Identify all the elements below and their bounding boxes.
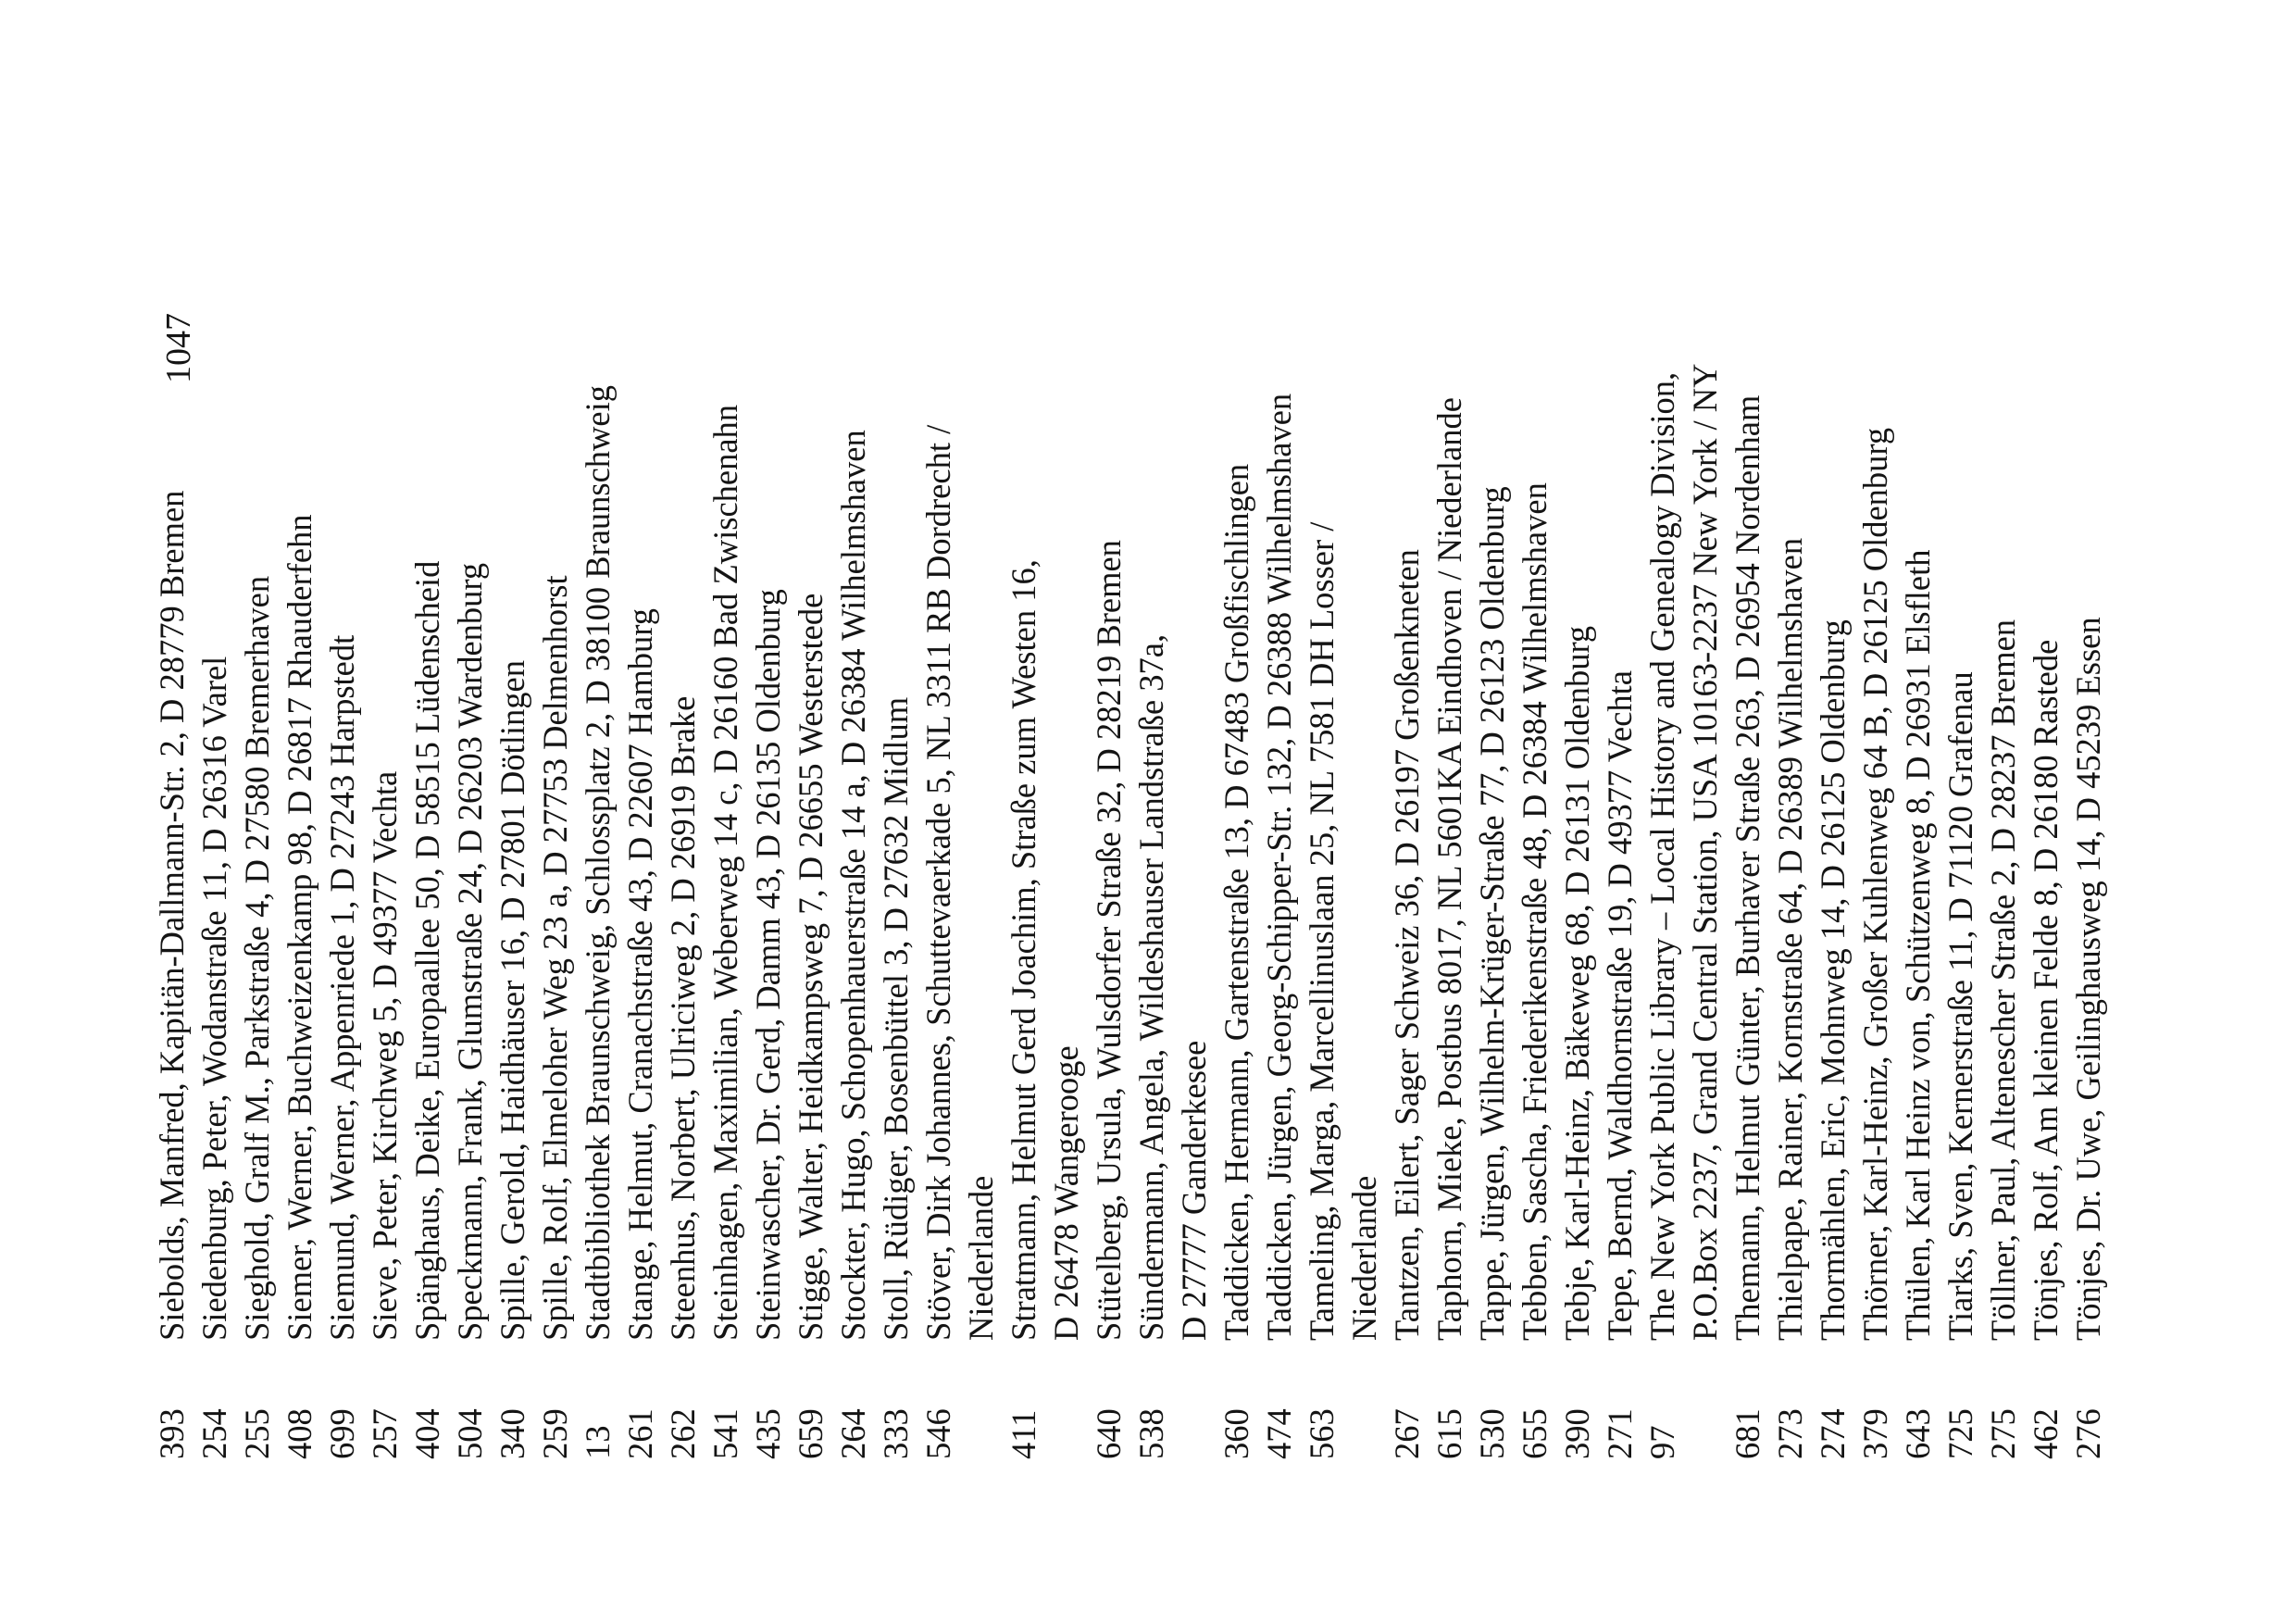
member-address: Sündermann, Angela, Wildeshauser Landstraße 37a,	[1132, 633, 1170, 1341]
member-number: 254	[195, 1408, 233, 1459]
member-number: 563	[1303, 1408, 1341, 1459]
member-address: Thörner, Karl-Heinz, Großer Kuhlenweg 64 B, D 26125 Oldenburg	[1856, 427, 1894, 1341]
member-address: Spänghaus, Deike, Europaallee 50, D 58515 Lüdenscheid	[408, 560, 446, 1341]
member-number: 699	[323, 1408, 361, 1459]
list-item	[1088, 441, 1130, 1459]
member-address: Steinwascher, Dr. Gerd, Damm 43, D 26135 Oldenburg	[749, 589, 787, 1341]
list-item	[151, 441, 193, 1459]
member-number: 257	[366, 1408, 404, 1459]
member-address: Speckmann, Frank, Glumstraße 24, D 26203 Wardenburg	[451, 562, 489, 1341]
member-number: 360	[1217, 1408, 1255, 1459]
member-number: 404	[408, 1408, 446, 1459]
member-address: Stadtbibliothek Braunschweig, Schlossplatz 2, D 38100 Braunschweig	[579, 385, 617, 1341]
member-number: 643	[1899, 1408, 1937, 1459]
member-number: 546	[919, 1408, 957, 1459]
list-item	[406, 441, 449, 1459]
member-address: Taddicken, Jürgen, Georg-Schipper-Str. 132, D 26388 Wilhelmshaven	[1260, 393, 1298, 1341]
member-number: 530	[1473, 1408, 1511, 1459]
member-address: Steinhagen, Maximilian, Weberweg 14 c, D 26160 Bad Zwischenahn	[706, 404, 744, 1341]
list-item	[1003, 441, 1045, 1459]
list-item	[875, 441, 917, 1459]
member-address: Themann, Helmut Günter, Burhaver Straße 263, D 26954 Nordenham	[1728, 394, 1766, 1341]
list-item	[1301, 441, 1343, 1459]
list-item	[1514, 441, 1556, 1459]
member-number: 411	[1004, 1409, 1042, 1459]
member-number: 462	[2027, 1408, 2065, 1459]
list-item	[790, 441, 832, 1459]
list-item	[1216, 441, 1258, 1459]
member-address: Tönjes, Dr. Uwe, Geilinghausweg 14, D 45239 Essen	[2069, 617, 2107, 1341]
member-address: Thormählen, Eric, Mohnweg 14, D 26125 Oldenburg	[1814, 619, 1852, 1341]
list-item	[1471, 441, 1514, 1459]
member-number: 264	[834, 1408, 872, 1459]
list-item	[1045, 441, 1088, 1459]
list-item	[193, 441, 236, 1459]
member-number: 725	[1941, 1408, 1979, 1459]
member-number: 262	[664, 1408, 702, 1459]
member-number: 97	[1643, 1425, 1681, 1459]
list-item	[917, 424, 960, 1459]
member-number: 504	[451, 1408, 489, 1459]
list-item	[1429, 397, 1471, 1459]
member-address: Steenhus, Norbert, Ulriciweg 2, D 26919 Brake	[664, 695, 702, 1341]
member-address: Stratmann, Helmut Gerd Joachim, Straße zum Westen 16,	[1004, 559, 1042, 1341]
member-number: 271	[1601, 1408, 1639, 1459]
member-number: 655	[1516, 1408, 1554, 1459]
list-item	[1769, 441, 1812, 1459]
member-address: Tameling, Marga, Marcellinuslaan 25, NL 7581 DH Losser /	[1303, 521, 1341, 1341]
member-address: D 26478 Wangerooge	[1047, 1045, 1085, 1341]
member-address: Thülen, Karl Heinz von, Schützenweg 8, D 26931 Elsfleth	[1899, 549, 1937, 1341]
member-address: Stigge, Walter, Heidkampsweg 7, D 26655 Westerstede	[792, 593, 830, 1341]
member-address: Sieghold, Gralf M., Parkstraße 4, D 27580 Bremerhaven	[238, 575, 276, 1341]
list-item	[492, 441, 534, 1459]
list-item	[1812, 441, 1854, 1459]
list-item	[1684, 363, 1727, 1459]
member-address: Tantzen, Eilert, Sager Schweiz 36, D 26197 Großenkneten	[1388, 549, 1426, 1341]
member-number: 379	[1856, 1408, 1894, 1459]
member-address: Tönjes, Rolf, Am kleinen Felde 8, D 26180 Rastede	[2027, 639, 2065, 1341]
list-item	[1940, 441, 1982, 1459]
list-item	[577, 385, 619, 1459]
list-item	[1727, 394, 1769, 1459]
member-number: 261	[621, 1408, 659, 1459]
member-number: 615	[1430, 1408, 1468, 1459]
list-item	[1343, 441, 1386, 1459]
member-address: Stange, Helmut, Cranachstraße 43, D 22607 Hamburg	[621, 607, 659, 1341]
member-number: 541	[706, 1408, 744, 1459]
member-number: 393	[153, 1408, 191, 1459]
list-item	[1641, 371, 1684, 1459]
list-item	[619, 441, 662, 1459]
member-address: Spille, Gerold, Haidhäuser 16, D 27801 Dötlingen	[493, 660, 531, 1341]
list-item	[1258, 393, 1301, 1459]
member-address: Tepe, Bernd, Waldhornstraße 19, D 49377 Vechta	[1601, 670, 1639, 1341]
member-address: D 27777 Ganderkesee	[1175, 1040, 1213, 1341]
member-address: Spille, Rolf, Elmeloher Weg 23 a, D 27753 Delmenhorst	[536, 575, 574, 1341]
member-address: Siemund, Werner, Appenriede 1, D 27243 Harpstedt	[323, 634, 361, 1341]
list-item	[832, 430, 875, 1459]
list-item	[236, 441, 279, 1459]
member-number: 259	[536, 1408, 574, 1459]
list-item	[960, 441, 1003, 1459]
member-number: 275	[1984, 1408, 2022, 1459]
list-item	[1982, 441, 2025, 1459]
list-item	[1556, 441, 1599, 1459]
member-number: 408	[281, 1408, 318, 1459]
member-number: 273	[1771, 1408, 1809, 1459]
member-address: Tebje, Karl-Heinz, Bäkeweg 68, D 26131 Oldenburg	[1558, 625, 1596, 1341]
member-number: 435	[749, 1408, 787, 1459]
member-address: Sieve, Peter, Kirchweg 5, D 49377 Vechta	[366, 770, 404, 1341]
list-item	[449, 441, 492, 1459]
member-number: 538	[1132, 1408, 1170, 1459]
member-address: Stockter, Hugo, Schopenhauerstraße 14 a, D 26384 Wilhelmshaven	[834, 430, 872, 1341]
member-address: Stütelberg, Ursula, Wulsdorfer Straße 32, D 28219 Bremen	[1090, 540, 1128, 1341]
address-list	[151, 363, 2110, 1459]
page-number: 1047	[159, 313, 198, 383]
list-item	[747, 441, 790, 1459]
list-item	[2025, 441, 2067, 1459]
list-item	[364, 441, 406, 1459]
member-address: The New York Public Library – Local History and Genealogy Division,	[1643, 371, 1681, 1341]
list-item	[1599, 441, 1641, 1459]
member-address: Tebben, Sascha, Friederikenstraße 48, D 26384 Wilhelmshaven	[1516, 482, 1554, 1341]
member-address: Siemer, Werner, Buchweizenkamp 98, D 26817 Rhauderfehn	[281, 514, 318, 1341]
member-address: Niederlande	[962, 1175, 1000, 1341]
member-address: Stoll, Rüdiger, Bosenbüttel 3, D 27632 Midlum	[877, 696, 915, 1341]
member-number: 276	[2069, 1408, 2107, 1459]
member-number: 340	[493, 1408, 531, 1459]
list-item	[1130, 441, 1173, 1459]
member-address: Taphorn, Mieke, Postbus 8017, NL 5601KA Eindhoven / Niederlande	[1430, 397, 1468, 1341]
member-number: 640	[1090, 1408, 1128, 1459]
member-number: 13	[579, 1425, 617, 1459]
member-address: Tappe, Jürgen, Wilhelm-Krüger-Straße 77, D 26123 Oldenburg	[1473, 486, 1511, 1341]
list-item	[279, 441, 321, 1459]
member-address: Töllner, Paul, Altenescher Straße 2, D 28237 Bremen	[1984, 619, 2022, 1341]
member-address: Thielpape, Rainer, Kornstraße 64, D 26389 Wilhelmshaven	[1771, 537, 1809, 1341]
list-item	[1854, 427, 1897, 1459]
member-number: 255	[238, 1408, 276, 1459]
member-address: Niederlande	[1345, 1175, 1383, 1341]
list-item	[1173, 441, 1216, 1459]
member-number: 681	[1728, 1408, 1766, 1459]
list-item	[662, 441, 705, 1459]
member-address: Tiarks, Sven, Kernerstraße 11, D 71120 Grafenau	[1941, 671, 1979, 1341]
list-item	[534, 441, 577, 1459]
list-item	[1897, 441, 1940, 1459]
member-number: 390	[1558, 1408, 1596, 1459]
member-address: Taddicken, Hermann, Gartenstraße 13, D 67483 Großfischlingen	[1217, 463, 1255, 1341]
member-address: P.O.Box 2237, Grand Central Station, USA 10163-2237 New York / NY	[1686, 363, 1724, 1341]
list-item	[1386, 441, 1429, 1459]
rotated-content	[151, 144, 2107, 1459]
list-item	[2067, 441, 2110, 1459]
member-number: 333	[877, 1408, 915, 1459]
list-item	[321, 441, 364, 1459]
member-number: 267	[1388, 1408, 1426, 1459]
member-address: Siedenburg, Peter, Wodanstraße 11, D 26316 Varel	[195, 656, 233, 1341]
member-address: Stöver, Dirk Johannes, Schuttevaerkade 5, NL 3311 RB Dordrecht /	[919, 424, 957, 1341]
member-number: 274	[1814, 1408, 1852, 1459]
member-address: Siebolds, Manfred, Kapitän-Dallmann-Str. 2, D 28779 Bremen	[153, 490, 191, 1341]
member-number: 659	[792, 1408, 830, 1459]
list-item	[705, 404, 747, 1459]
member-number: 474	[1260, 1408, 1298, 1459]
